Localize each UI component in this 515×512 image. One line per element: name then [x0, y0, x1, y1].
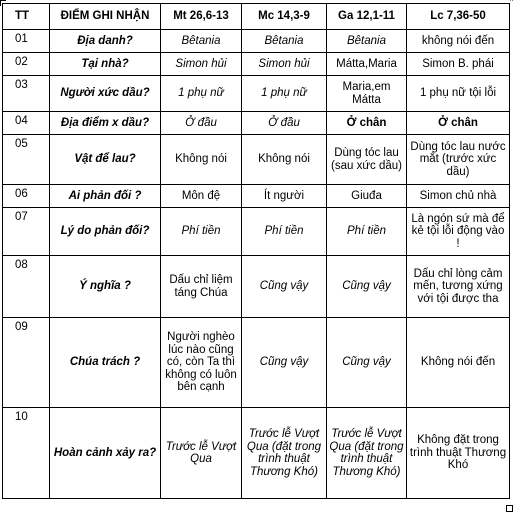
cell-mt: Simon hủi — [161, 53, 242, 76]
row-number: 05 — [3, 135, 50, 185]
row-question: Ý nghĩa ? — [50, 256, 161, 318]
cell-mc: Cũng vậy — [242, 318, 327, 408]
comparison-table — [2, 3, 510, 499]
table-row — [3, 112, 510, 135]
cell-mt: Ở đầu — [161, 112, 242, 135]
row-question: Địa danh? — [50, 30, 161, 53]
cell-lc: Simon chủ nhà — [407, 185, 510, 208]
row-question: Lý do phản đối? — [50, 208, 161, 256]
table-row — [3, 135, 510, 185]
table-row — [3, 208, 510, 256]
row-question: Người xức dầu? — [50, 76, 161, 112]
table-row — [3, 76, 510, 112]
cell-ga: Maria,em Mátta — [327, 76, 407, 112]
row-number: 06 — [3, 185, 50, 208]
cell-mt: Môn đệ — [161, 185, 242, 208]
cell-lc: Không nói đến — [407, 318, 510, 408]
row-number: 09 — [3, 318, 50, 408]
table-row — [3, 318, 510, 408]
row-number: 07 — [3, 208, 50, 256]
cell-mt: Bêtania — [161, 30, 242, 53]
table-row — [3, 30, 510, 53]
cell-mt: 1 phụ nữ — [161, 76, 242, 112]
cell-ga: Cũng vậy — [327, 256, 407, 318]
cell-mt: Người nghèo lúc nào cũng có, còn Ta thì không có luôn bên cạnh — [161, 318, 242, 408]
cell-ga: Bêtania — [327, 30, 407, 53]
cell-lc: không nói đến — [407, 30, 510, 53]
table-row — [3, 408, 510, 499]
cell-lc: Simon B. phái — [407, 53, 510, 76]
header-mc: Mc 14,3-9 — [242, 4, 327, 30]
cell-mc: Cũng vậy — [242, 256, 327, 318]
row-question: Vật để lau? — [50, 135, 161, 185]
cell-ga: Cũng vậy — [327, 318, 407, 408]
page-edge-mark — [510, 0, 513, 4]
cell-lc: Không đặt trong trình thuật Thương Khó — [407, 408, 510, 499]
cell-mt: Phí tiền — [161, 208, 242, 256]
row-question: Địa điểm x dầu? — [50, 112, 161, 135]
header-criteria: ĐIỂM GHI NHẬN — [50, 4, 161, 30]
header-ga: Ga 12,1-11 — [327, 4, 407, 30]
cell-mc: Ít người — [242, 185, 327, 208]
row-number: 10 — [3, 408, 50, 499]
cell-mt: Trước lễ Vượt Qua — [161, 408, 242, 499]
cell-lc: Là ngón sứ mà để kẻ tội lỗi động vào ! — [407, 208, 510, 256]
header-mt: Mt 26,6-13 — [161, 4, 242, 30]
row-question: Chúa trách ? — [50, 318, 161, 408]
row-question: Ai phản đối ? — [50, 185, 161, 208]
row-number: 02 — [3, 53, 50, 76]
table-resize-handle[interactable] — [506, 505, 513, 512]
row-question: Tại nhà? — [50, 53, 161, 76]
cell-ga: Giuđa — [327, 185, 407, 208]
cell-mc: Bêtania — [242, 30, 327, 53]
cell-ga: Mátta,Maria — [327, 53, 407, 76]
cell-lc: Dấu chỉ lòng cảm mến, tương xứng với tội được tha — [407, 256, 510, 318]
cell-mc: Không nói — [242, 135, 327, 185]
cell-mc: Phí tiền — [242, 208, 327, 256]
header-lc: Lc 7,36-50 — [407, 4, 510, 30]
cell-lc: Dùng tóc lau nước mắt (trước xức dầu) — [407, 135, 510, 185]
table-header-row — [3, 4, 510, 30]
row-question: Hoàn cảnh xảy ra? — [50, 408, 161, 499]
cell-ga: Ở chân — [327, 112, 407, 135]
row-number: 08 — [3, 256, 50, 318]
cell-mc: 1 phụ nữ — [242, 76, 327, 112]
table-row — [3, 185, 510, 208]
cell-mt: Không nói — [161, 135, 242, 185]
row-number: 03 — [3, 76, 50, 112]
cell-mc: Trước lễ Vượt Qua (đặt trong trình thuật Thương Khó) — [242, 408, 327, 499]
header-tt: TT — [3, 4, 50, 30]
cell-ga: Dùng tóc lau (sau xức dầu) — [327, 135, 407, 185]
cell-ga: Phí tiền — [327, 208, 407, 256]
cell-lc: Ở chân — [407, 112, 510, 135]
cell-mt: Dấu chỉ liệm táng Chúa — [161, 256, 242, 318]
table-row — [3, 53, 510, 76]
row-number: 01 — [3, 30, 50, 53]
cell-mc: Ở đầu — [242, 112, 327, 135]
table-row — [3, 256, 510, 318]
row-number: 04 — [3, 112, 50, 135]
cell-ga: Trước lễ Vượt Qua (đặt trong trình thuật Thương Khó) — [327, 408, 407, 499]
cell-mc: Simon hủi — [242, 53, 327, 76]
cell-lc: 1 phụ nữ tội lỗi — [407, 76, 510, 112]
